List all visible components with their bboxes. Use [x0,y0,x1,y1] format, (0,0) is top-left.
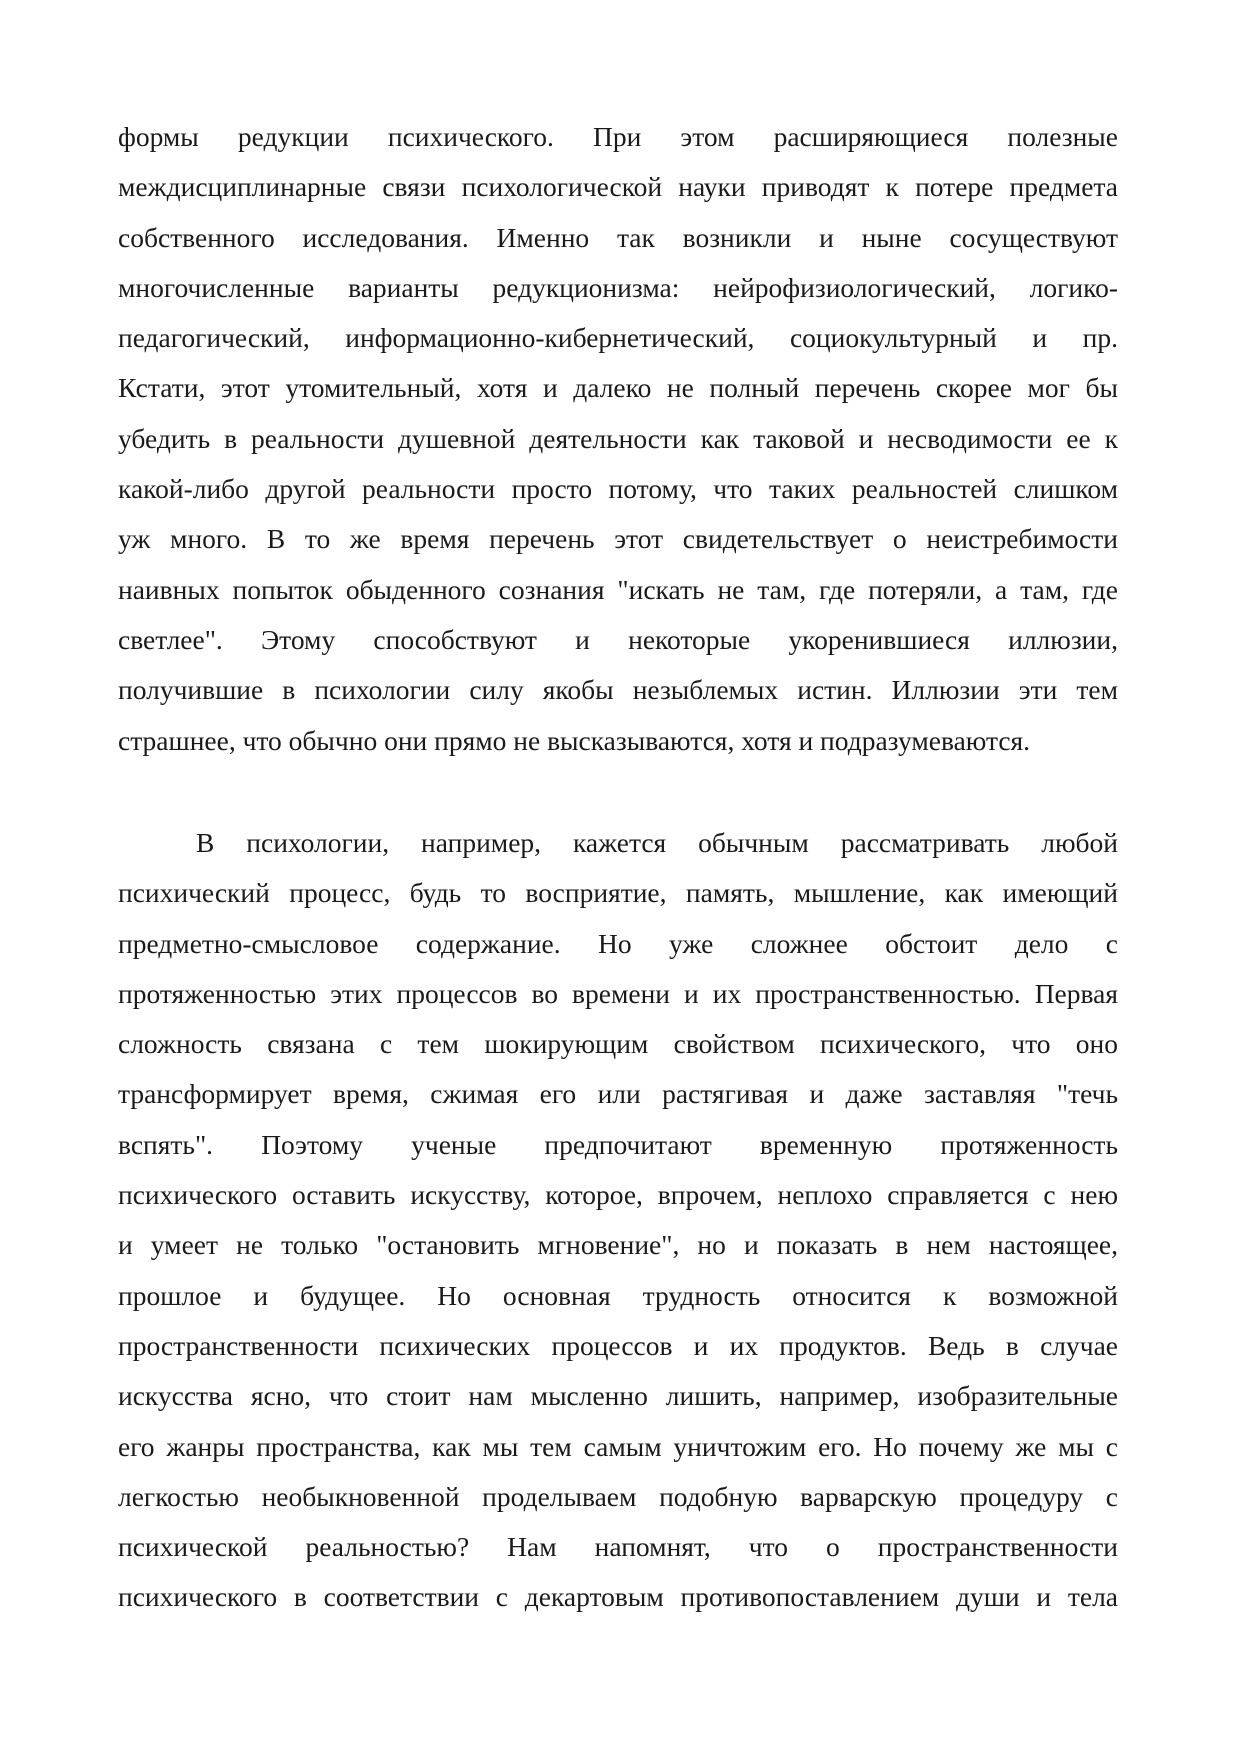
text-line: трансформирует время, сжимая его или растягивая и даже заставляя "течь [118,1078,1118,1110]
text-line: получившие в психологии силу якобы незыблемых истин. Иллюзии эти тем [118,674,1118,706]
text-line: и умеет не только "остановить мгновение", но и показать в нем настоящее, [118,1229,1118,1261]
paragraph-1 [118,112,1118,766]
text-line: его жанры пространства, как мы тем самым уничтожим его. Но почему же мы с [118,1430,1118,1462]
text-line: искусства ясно, что стоит нам мысленно лишить, например, изобразительные [118,1380,1118,1412]
text-line: психической реальностью? Нам напомнят, что о пространственности [118,1531,1118,1563]
text-line: многочисленные варианты редукционизма: нейрофизиологический, логико- [118,271,1118,303]
text-line: сложность связана с тем шокирующим свойством психического, что оно [118,1028,1118,1060]
text-line: пространственности психических процессов и их продуктов. Ведь в случае [118,1329,1118,1361]
text-line: светлее". Этому способствуют и некоторые укоренившиеся иллюзии, [118,623,1118,655]
text-line: легкостью необыкновенной проделываем подобную варварскую процедуру с [118,1480,1118,1512]
text-line: психический процесс, будь то восприятие, память, мышление, как имеющий [118,877,1118,909]
text-line: формы редукции психического. При этом расширяющиеся полезные [118,121,1118,152]
text-line: В психологии, например, кажется обычным рассматривать любой [196,827,1118,858]
text-line: Кстати, этот утомительный, хотя и далеко не полный перечень скорее мог бы [118,372,1118,404]
text-line: прошлое и будущее. Но основная трудность относится к возможной [118,1279,1118,1311]
text-line: психического в соответствии с декартовым противопоставлением души и тела [118,1581,1118,1613]
text-line: протяженностью этих процессов во времени и их пространственностью. Первая [118,977,1118,1009]
text-line: педагогический, информационно-кибернетический, социокультурный и пр. [118,322,1118,354]
text-line: наивных попыток обыденного сознания "искать не там, где потеряли, а там, где [118,573,1118,605]
text-line: убедить в реальности душевной деятельности как таковой и несводимости ее к [118,422,1118,454]
text-line: страшнее, что обычно они прямо не высказываются, хотя и подразумеваются. [118,724,1031,756]
text-line: собственного исследования. Именно так возникли и ныне сосуществуют [118,221,1118,253]
text-line: какой-либо другой реальности просто потому, что таких реальностей слишком [118,473,1118,505]
text-line: уж много. В то же время перечень этот свидетельствует о неистребимости [118,523,1118,555]
text-line: психического оставить искусству, которое, впрочем, неплохо справляется с нею [118,1179,1118,1211]
text-line: предметно-смысловое содержание. Но уже сложнее обстоит дело с [118,927,1118,959]
text-line: междисциплинарные связи психологической науки приводят к потере предмета [118,171,1118,203]
text-line: вспять". Поэтому ученые предпочитают временную протяженность [118,1128,1118,1160]
paragraph-2 [118,818,1118,1623]
